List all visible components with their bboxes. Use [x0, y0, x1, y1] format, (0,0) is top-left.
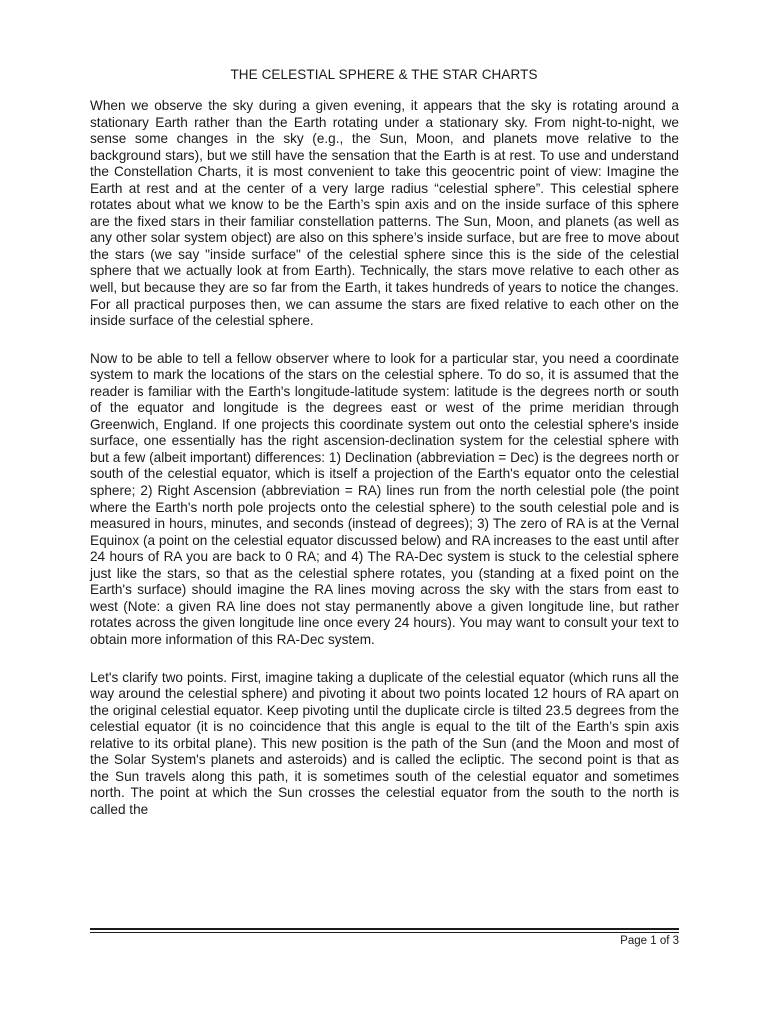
footer-divider-thick: [90, 928, 679, 930]
document-title: THE CELESTIAL SPHERE & THE STAR CHARTS: [230, 67, 538, 82]
page-number: Page 1 of 3: [620, 935, 679, 947]
paragraph-ecliptic: Let's clarify two points. First, imagine taking a duplicate of the celestial equator (which runs all the way around the celestial sphere) and pivoting it about two points located 12 hours of RA apart on the original celestial equator. Keep pivoting until the duplicate circle is tilted 23.5 degrees from the celestial equator (it is no coincidence that this angle is equal to the tilt of the Earth’s spin axis relative to its orbital plane). This new position is the path of the Sun (and the Moon and most of the Solar System's planets and asteroids) and is called the ecliptic. The second point is that as the Sun travels along this path, it is sometimes south of the celestial equator and sometimes north. The point at which the Sun crosses the celestial equator from the south to the north is called the: [90, 669, 679, 817]
paragraph-coordinate-system: Now to be able to tell a fellow observer where to look for a particular star, you need a coordinate system to mark the locations of the stars on the celestial sphere. To do so, it is assumed that the reader is familiar with the Earth's longitude-latitude system: latitude is the degrees north or south of the equator and longitude is the degrees east or west of the prime meridian through Greenwich, England. If one projects this coordinate system out onto the celestial sphere's inside surface, one essentially has the right ascension-declination system for the celestial sphere with but a few (albeit important) differences: 1) Declination (abbreviation = Dec) is the degrees north or south of the celestial equator, which is itself a projection of the Earth's equator onto the celestial sphere; 2) Right Ascension (abbreviation = RA) lines run from the north celestial pole (the point where the Earth's north pole projects onto the celestial sphere) to the south celestial pole and is measured in hours, minutes, and seconds (instead of degrees); 3) The zero of RA is at the Vernal Equinox (a point on the celestial equator discussed below) and RA increases to the east until after 24 hours of RA you are back to 0 RA; and 4) The RA-Dec system is stuck to the celestial sphere just like the stars, so that as the celestial sphere rotates, you (standing at a fixed point on the Earth's surface) should imagine the RA lines moving across the sky with the stars from east to west (Note: a given RA line does not stay permanently above a given longitude line, but rather rotates across the given longitude line once every 24 hours). You may want to consult your text to obtain more information of this RA-Dec system.: [90, 350, 679, 647]
document-body: [90, 98, 679, 839]
footer-divider-thin: [90, 932, 679, 933]
paragraph-celestial-sphere: When we observe the sky during a given evening, it appears that the sky is rotating around a stationary Earth rather than the Earth rotating under a stationary sky. From night-to-night, we sense some changes in the sky (e.g., the Sun, Moon, and planets move relative to the background stars), but we still have the sensation that the Earth is at rest. To use and understand the Constellation Charts, it is most convenient to take this geocentric point of view: Imagine the Earth at rest and at the center of a very large radius “celestial sphere”. This celestial sphere rotates about what we know to be the Earth’s spin axis and on the inside surface of this sphere are the fixed stars in their familiar constellation patterns. The Sun, Moon, and planets (as well as any other solar system object) are also on this sphere’s inside surface, but are free to move about the stars (we say "inside surface" of the celestial sphere since this is the side of the celestial sphere that we actually look at from Earth). Technically, the stars move relative to each other as well, but because they are so far from the Earth, it takes hundreds of years to notice the changes. For all practical purposes then, we can assume the stars are fixed relative to each other on the inside surface of the celestial sphere.: [90, 98, 679, 329]
